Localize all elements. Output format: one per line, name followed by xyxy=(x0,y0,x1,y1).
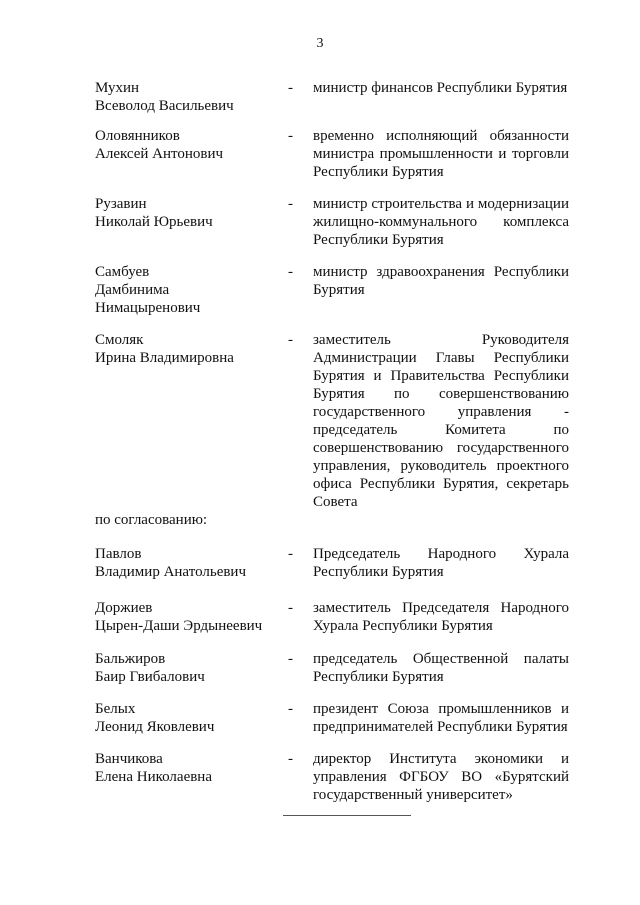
member-dash: - xyxy=(288,264,293,280)
member-role: временно исполняющий обязанности министра промышленности и торговли Республики Бурятия xyxy=(313,128,569,180)
member-role: министр строительства и модернизации жилищно-коммунального комплекса Республики Бурятия xyxy=(313,196,569,248)
page-number: 3 xyxy=(316,36,324,51)
member-role: директор Института экономики и управления ФГБОУ ВО «Бурятский государственный университет» xyxy=(313,751,569,803)
member-name: Павлов Владимир Анатольевич xyxy=(95,546,247,580)
member-dash: - xyxy=(288,600,293,616)
member-name: Бальжиров Баир Гвибалович xyxy=(95,651,205,685)
member-name: Мухин Всеволод Васильевич xyxy=(95,80,234,114)
member-dash: - xyxy=(288,332,293,348)
member-dash: - xyxy=(288,80,293,96)
member-role: заместитель Руководителя Администрации Главы Республики Бурятия и Правительства Республики Бурятия по совершенствованию государственного управления - председатель Комитета по совершенствованию государственного управления, руководитель проектного офиса Республики Бурятия, секретарь Совета xyxy=(313,332,569,510)
member-name: Смоляк Ирина Владимировна xyxy=(95,332,234,366)
member-role: министр финансов Республики Бурятия xyxy=(313,80,568,96)
footer-divider xyxy=(283,815,411,816)
member-dash: - xyxy=(288,651,293,667)
member-dash: - xyxy=(288,128,293,144)
member-name: Белых Леонид Яковлевич xyxy=(95,701,215,735)
member-role: министр здравоохранения Республики Бурятия xyxy=(313,264,569,298)
member-name: Ванчикова Елена Николаевна xyxy=(95,751,212,785)
member-role: Председатель Народного Хурала Республики Бурятия xyxy=(313,546,569,580)
member-dash: - xyxy=(288,546,293,562)
member-name: Доржиев Цырен-Даши Эрдынеевич xyxy=(95,600,263,634)
member-name: Рузавин Николай Юрьевич xyxy=(95,196,213,230)
member-role: президент Союза промышленников и предпринимателей Республики Бурятия xyxy=(313,701,569,735)
member-name: Самбуев Дамбинима Нимацыренович xyxy=(95,264,201,316)
member-dash: - xyxy=(288,751,293,767)
section-label-agreement: по согласованию: xyxy=(95,512,208,528)
member-dash: - xyxy=(288,196,293,212)
member-name: Оловянников Алексей Антонович xyxy=(95,128,224,162)
member-role: заместитель Председателя Народного Хурала Республики Бурятия xyxy=(313,600,569,634)
member-role: председатель Общественной палаты Республики Бурятия xyxy=(313,651,569,685)
member-dash: - xyxy=(288,701,293,717)
